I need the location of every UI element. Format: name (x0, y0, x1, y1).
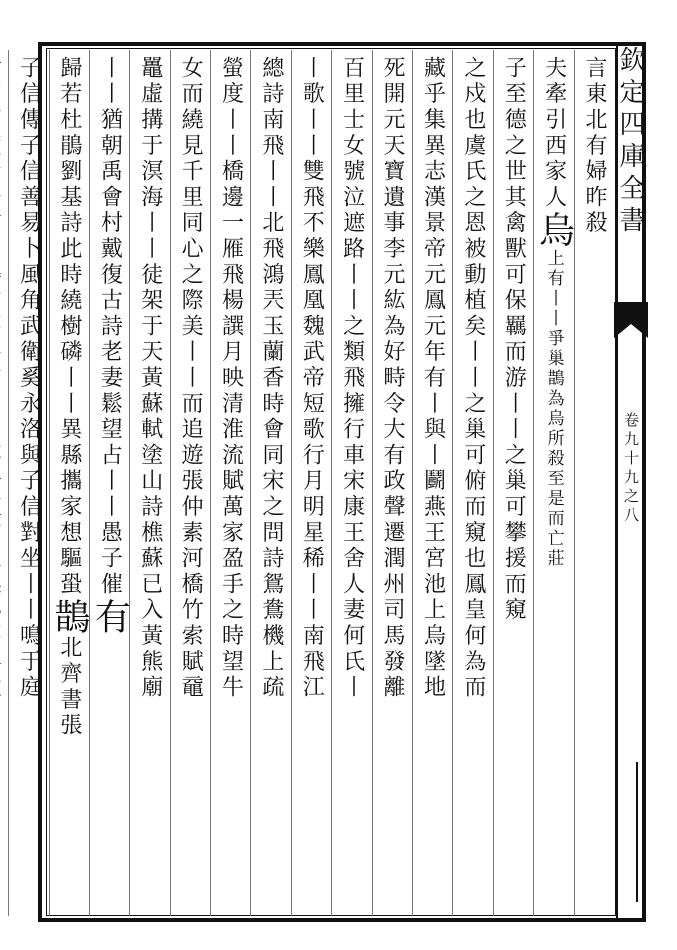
text-column (412, 50, 452, 916)
column-text: 言東北有婦昨殺 (582, 56, 607, 237)
entry-heading: 鵲 (48, 597, 90, 636)
text-column (170, 50, 210, 916)
column-text: 丨歌丨丨雙飛不樂鳳凰魏武帝短歌行月明星稀丨丨南飛江 (299, 56, 325, 701)
column-text (0, 56, 1, 701)
entry-heading: 有 (89, 597, 131, 636)
text-column (8, 50, 48, 916)
text-column (129, 50, 169, 916)
text-column (210, 50, 250, 916)
volume-label: 卷九十九之八 (622, 412, 640, 526)
column-text: 之戍也虞氏之恩被動植矣丨丨之巢可俯而窺也鳳皇何為而 (460, 56, 486, 701)
column-text: 總詩南飛丨丨北飛鴻兲玉蘭香時會同宋之問詩鴛鴦機上疏 (258, 56, 284, 701)
fishtail-mark-icon (612, 300, 650, 340)
column-text: 歸若杜鵑劉基詩此時繞樹磷丨丨異縣攜家想驅蛩 (56, 56, 82, 598)
column-text: 子至德之世其禽獸可保羈而游丨丨之巢可攀援而窺 (501, 56, 527, 624)
text-column (372, 50, 412, 916)
text-column (574, 50, 614, 916)
annotation-note: 上有丨丨爭巢鵲為烏所殺至是而亡莊 (543, 248, 564, 569)
column-text: 螢度丨丨橋邊一雁飛楊譔月映清淮流賦萬家盈手之時望牛 (218, 56, 244, 701)
text-column (89, 50, 129, 916)
column-text: 女而繞見千里同心之際美丨丨而追遊張仲素河橋竹索賦黿 (178, 56, 204, 701)
text-column (250, 50, 290, 916)
column-text: 北齊書張 (56, 635, 82, 740)
column-text: 丨丨猶朝禹會村戴復古詩老妻鬆望占丨丨愚子催 (97, 56, 123, 598)
column-text: 百里士女號泣遮路丨丨之類飛擁行車宋康王舍人妻何氏丨 (339, 56, 365, 701)
entry-heading: 烏 (533, 210, 575, 249)
column-text: 藏乎集異志漢景帝元鳳元年有丨與丨鬬燕王宮池上烏墜地 (420, 56, 446, 701)
text-column (331, 50, 371, 916)
text-column (0, 50, 8, 916)
column-text: 夫牽引西家人 (541, 56, 567, 211)
gutter-divider (636, 762, 638, 902)
column-text: 鼉虛搆于溟海丨丨徒架于天黃蘇軾塗山詩樵蘇已入黃熊廟 (137, 56, 163, 701)
text-column (291, 50, 331, 916)
text-column (452, 50, 492, 916)
column-text: 子信傳子信善易卜風角武衛奚永洛與子信對坐丨丨鳴于庭 (16, 56, 42, 701)
column-text: 死開元天寶遺事李元紘為好畤令大有政聲遷潤州司馬發離 (380, 56, 406, 701)
text-column (493, 50, 533, 916)
series-title: 欽定四庫全書 (615, 46, 645, 238)
text-columns (16, 50, 614, 916)
text-column (533, 50, 573, 916)
text-column (49, 50, 89, 916)
